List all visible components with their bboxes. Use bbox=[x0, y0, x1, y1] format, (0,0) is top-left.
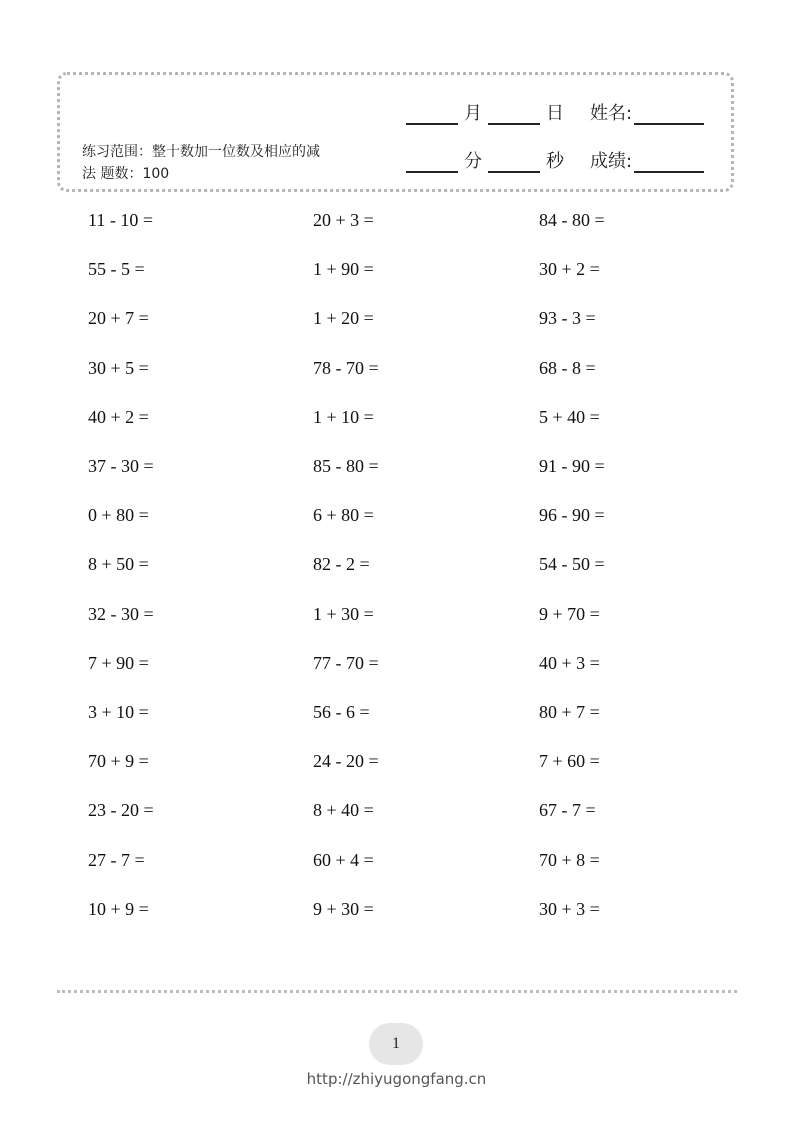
problem-item: 54 - 50 = bbox=[539, 554, 605, 575]
minute-blank[interactable] bbox=[406, 151, 458, 173]
problem-item: 80 + 7 = bbox=[539, 702, 600, 722]
problem-item: 55 - 5 = bbox=[88, 259, 145, 280]
problem-item: 84 - 80 = bbox=[539, 210, 605, 230]
problem-item: 8 + 40 = bbox=[313, 800, 374, 821]
problem-item: 93 - 3 = bbox=[539, 308, 596, 329]
problem-item: 20 + 7 = bbox=[88, 308, 149, 329]
problem-item: 1 + 20 = bbox=[313, 308, 374, 329]
name-blank[interactable] bbox=[634, 103, 704, 125]
problem-item: 56 - 6 = bbox=[313, 702, 370, 722]
problem-item: 85 - 80 = bbox=[313, 456, 379, 476]
problem-item: 37 - 30 = bbox=[88, 456, 154, 476]
page-divider bbox=[57, 990, 737, 993]
problem-item: 1 + 30 = bbox=[313, 603, 374, 624]
practice-scope: 练习范围：整十数加一位数及相应的减法 题数：100 bbox=[82, 144, 320, 182]
problem-item: 3 + 10 = bbox=[88, 702, 149, 722]
time-score-row bbox=[406, 147, 704, 173]
problem-item: 70 + 8 = bbox=[539, 849, 600, 870]
problem-item: 30 + 3 = bbox=[539, 898, 600, 919]
problem-item: 23 - 20 = bbox=[88, 800, 154, 821]
problem-item: 30 + 2 = bbox=[539, 259, 600, 280]
name-label: 姓名: bbox=[590, 103, 633, 124]
problem-item: 70 + 9 = bbox=[88, 751, 149, 772]
second-label: 秒 bbox=[546, 151, 564, 172]
header-box bbox=[57, 72, 734, 192]
problem-item: 77 - 70 = bbox=[313, 652, 379, 673]
month-blank[interactable] bbox=[406, 103, 458, 125]
problem-item: 91 - 90 = bbox=[539, 456, 605, 476]
problem-item: 9 + 70 = bbox=[539, 603, 600, 624]
problem-item: 67 - 7 = bbox=[539, 800, 596, 821]
problem-item: 1 + 90 = bbox=[313, 259, 374, 280]
day-blank[interactable] bbox=[488, 103, 540, 125]
problem-item: 0 + 80 = bbox=[88, 505, 149, 526]
problem-item: 5 + 40 = bbox=[539, 406, 600, 427]
problem-item: 30 + 5 = bbox=[88, 357, 149, 378]
problem-item: 20 + 3 = bbox=[313, 210, 374, 230]
site-url: http://zhiyugongfang.cn bbox=[306, 1070, 487, 1088]
page-number: 1 bbox=[369, 1023, 423, 1065]
day-label: 日 bbox=[546, 103, 564, 124]
problem-item: 6 + 80 = bbox=[313, 505, 374, 526]
problem-item: 11 - 10 = bbox=[88, 210, 153, 230]
problem-item: 40 + 2 = bbox=[88, 406, 149, 427]
problem-item: 82 - 2 = bbox=[313, 554, 370, 575]
problem-item: 40 + 3 = bbox=[539, 652, 600, 673]
date-name-row bbox=[406, 99, 704, 125]
minute-label: 分 bbox=[464, 151, 482, 172]
problem-item: 10 + 9 = bbox=[88, 898, 149, 919]
problem-item: 24 - 20 = bbox=[313, 751, 379, 772]
month-label: 月 bbox=[464, 103, 482, 124]
problem-item: 78 - 70 = bbox=[313, 357, 379, 378]
problem-item: 32 - 30 = bbox=[88, 603, 154, 624]
score-label: 成绩: bbox=[590, 151, 633, 172]
second-blank[interactable] bbox=[488, 151, 540, 173]
problem-item: 7 + 60 = bbox=[539, 751, 600, 772]
problem-item: 1 + 10 = bbox=[313, 406, 374, 427]
problem-item: 7 + 90 = bbox=[88, 652, 149, 673]
problem-item: 68 - 8 = bbox=[539, 357, 596, 378]
problem-item: 60 + 4 = bbox=[313, 849, 374, 870]
problem-item: 96 - 90 = bbox=[539, 505, 605, 526]
problem-item: 27 - 7 = bbox=[88, 849, 145, 870]
problem-item: 9 + 30 = bbox=[313, 898, 374, 919]
problem-item: 8 + 50 = bbox=[88, 554, 149, 575]
score-blank[interactable] bbox=[634, 151, 704, 173]
